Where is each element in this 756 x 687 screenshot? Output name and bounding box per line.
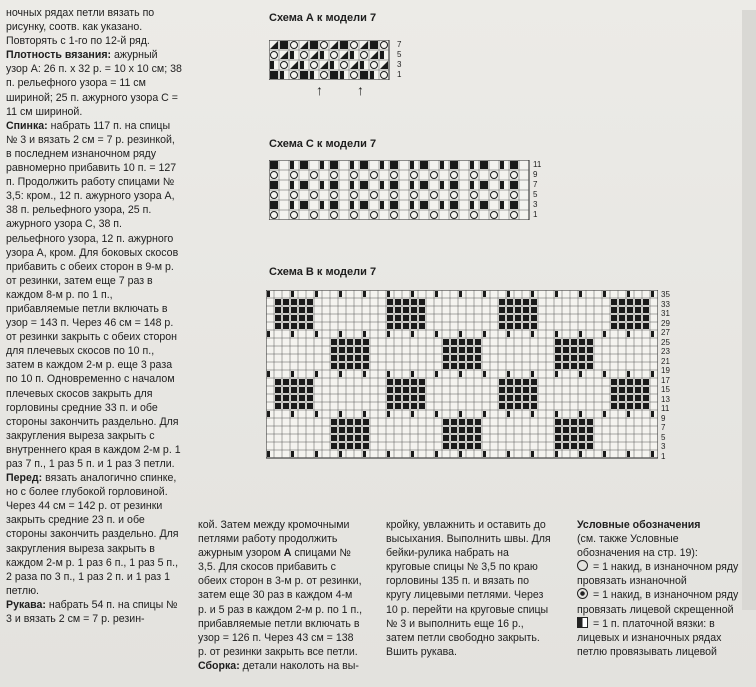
row-number: 27 — [661, 328, 670, 337]
scheme-c-row-numbers — [533, 160, 541, 220]
back-label: Спинка: — [6, 119, 48, 132]
row-number: 23 — [661, 347, 670, 356]
sleeve-text: набрать 54 п. на спицы № 3 и вязать 2 см = 7 р. резин- — [6, 598, 178, 626]
row-number: 19 — [661, 366, 670, 375]
row-number: 7 — [661, 423, 666, 432]
row-number: 7 — [533, 180, 538, 189]
density-label: Плотность вязания: — [6, 49, 112, 62]
back-text: набрать 117 п. на спицы № 3 и вязать 2 см = 7 р. резинкой, в последнем изнаночном ряду равномерно прибавить 10 п. = 127 п. Продолжить работу спицами № 3,5: кром., 12 п. ажурного узора А, 38 п. рельефного узора, 25 п. ажурного узора С, 38 п. рельефного узора, 12 п. ажурного узора А, кром. Для боковых скосов прибавить с обеих сторон в 9-м р. от резинки, затем еще 7 раз в каждом 8-м р. по 1 п., прибавляемые петли включать в узор = 143 п. Через 46 см = 148 р. от резинки закрыть с обеих сторон для плечевых скосов по 10 п., затем в каждом 2-м р. еще 3 раза по 10 п. Одновременно с началом плечевых скосов закрыть для горловины средние 33 п. и обе стороны закончить раздельно. Для закругления выреза закрыть с внутреннего края в каждом 2-м р. 1 раз 7 п., 1 раз 5 п. и 1 раз 3 петли. — [6, 119, 181, 470]
yarn-over-circle-icon — [577, 560, 588, 571]
row-number: 7 — [397, 40, 402, 49]
legend-item-2 — [577, 588, 741, 616]
scheme-b-row-numbers — [661, 290, 670, 461]
row-number: 1 — [397, 70, 402, 79]
scheme-a-grid — [269, 40, 395, 80]
scheme-a-row-numbers — [397, 40, 401, 80]
row-number: 15 — [661, 385, 670, 394]
column-3 — [386, 518, 552, 659]
legend-title: Условные обозначения — [577, 519, 701, 531]
sleeve-label: Рукава: — [6, 598, 46, 611]
row-number: 11 — [533, 160, 542, 169]
row-number: 3 — [397, 60, 402, 69]
col2-text-start: кой. Затем между кромочными петлями работу продолжить ажурным узором — [198, 519, 350, 560]
faded-next-page-edge — [742, 10, 756, 610]
row-number: 29 — [661, 318, 670, 328]
row-number: 31 — [661, 309, 670, 318]
assembly-label: Сборка: — [198, 659, 240, 672]
assembly-paragraph — [198, 659, 364, 673]
legend-item-2-text: = 1 накид, в изнаночном ряду провязать лицевой скрещенной — [577, 589, 739, 616]
front-label: Перед: — [6, 472, 43, 485]
front-paragraph — [6, 471, 182, 598]
row-number: 3 — [661, 442, 666, 451]
legend — [577, 518, 741, 659]
column-2 — [198, 518, 364, 673]
legend-item-1 — [577, 560, 741, 588]
legend-item-3 — [577, 617, 741, 659]
row-number: 3 — [533, 200, 538, 209]
scheme-c-title: Схема С к модели 7 — [269, 138, 377, 150]
left-paragraph-1: ночных рядах петли вязать по рисунку, соотв. как указано. Повторять с 1-го по 12-й ряд. — [6, 7, 155, 48]
row-number: 25 — [661, 337, 670, 347]
garter-stitch-square-icon — [577, 617, 588, 628]
legend-item-1-text: = 1 накид, в изнаночном ряду провязать изнаночной — [577, 561, 739, 588]
assembly-text: детали наколоть на вы- — [239, 659, 359, 672]
repeat-end-arrow-icon: ↑ — [357, 82, 364, 98]
row-number: 9 — [661, 413, 666, 423]
legend-item-3-text: = 1 п. платочной вязки: в лицевых и изнаночных рядах петлю провязывать лицевой — [577, 617, 722, 658]
scheme-b-grid — [266, 290, 658, 462]
legend-ref: (см. также Условные обозначения на стр. 19): — [577, 533, 698, 560]
row-number: 1 — [533, 210, 538, 219]
row-number: 13 — [661, 394, 670, 404]
density-paragraph — [6, 48, 182, 118]
row-number: 9 — [533, 170, 538, 179]
sleeve-paragraph — [6, 598, 182, 626]
col2-paragraph — [198, 518, 364, 659]
scheme-c-grid — [269, 160, 530, 220]
row-number: 35 — [661, 290, 670, 299]
row-number: 1 — [661, 451, 666, 461]
scheme-a-title: Схема А к модели 7 — [269, 12, 377, 24]
scheme-b-title: Схема В к модели 7 — [269, 266, 377, 278]
col3-paragraph: кройку, увлажнить и оставить до высыхания. Выполнить швы. Для бейки-рулика набрать на круговые спицы № 3,5 по краю горловины 135 п. и вязать по кругу лицевыми петлями. Через 10 р. перейти на круговые спицы № 3 и выполнить еще 16 р., затем петли свободно закрыть. Вшить рукава. — [386, 519, 551, 658]
repeat-start-arrow-icon: ↑ — [316, 82, 323, 98]
row-number: 33 — [661, 299, 670, 309]
density-text: ажурный узор А: 26 п. х 32 р. = 10 х 10 см; 38 п. рельефного узора = 11 см шириной; 25 п. ажурного узора С = 11 см шириной. — [6, 49, 182, 118]
col2-pattern-letter: А — [283, 547, 292, 560]
row-number: 5 — [533, 190, 538, 199]
row-number: 21 — [661, 356, 670, 366]
col2-text-mid: спицами № 3,5. Для скосов прибавить с обеих сторон в 3-м р. от резинки, затем еще 30 раз в каждом 4-м р. и 5 раз в каждом 2-м р. по 1 п., прибавляемые петли включать в узор = 126 п. Через 43 см = 138 р. от резинки закрыть все петли. — [198, 547, 363, 658]
back-paragraph — [6, 119, 182, 471]
row-number: 11 — [661, 404, 670, 413]
front-text: вязать аналогично спинке, но с более глубокой горловиной. Через 44 см = 142 р. от резинки закрыть средние 23 п. и обе стороны закончить раздельно. Для закругления выреза закрыть в каждом 2-м р. 1 раз 6 п., 1 раз 5 п., 2 раза по 3 п., 1 раз 2 п. и 1 раз 1 петлю. — [6, 472, 179, 597]
left-column — [6, 6, 182, 626]
row-number: 17 — [661, 375, 670, 385]
row-number: 5 — [661, 432, 666, 442]
yarn-over-dot-circle-icon — [577, 588, 588, 599]
row-number: 5 — [397, 50, 402, 59]
